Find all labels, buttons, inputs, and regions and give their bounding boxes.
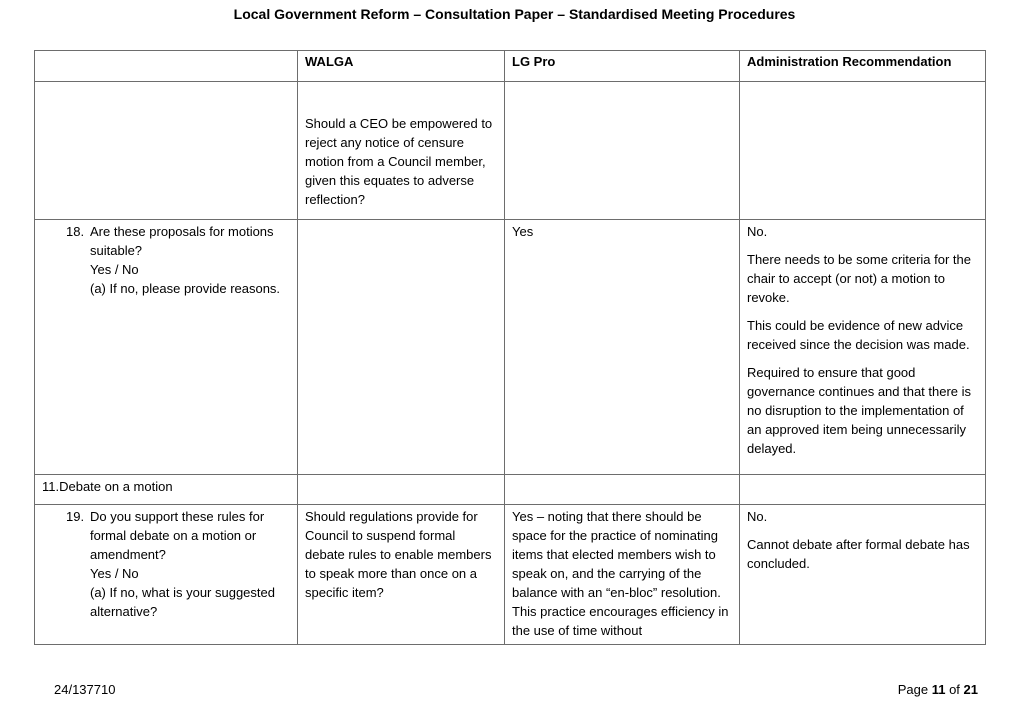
cell-lgpro: Yes – noting that there should be space for the practice of nominating items that elected members wish to speak on, and the carrying of the balance with an “en-bloc” resolution. This practice encourages efficiency in the use of time without (505, 505, 740, 645)
page-prefix: Page (897, 682, 929, 697)
table-header-row (35, 51, 986, 82)
cell-empty (740, 82, 986, 220)
question-sub: (a) If no, please provide reasons. (90, 281, 281, 296)
cell-walga (298, 82, 505, 220)
document-reference: 24/137710 (54, 682, 116, 697)
question-19 (42, 507, 291, 564)
admin-paragraph: There needs to be some criteria for the chair to accept (or not) a motion to revoke. (747, 252, 972, 305)
cell-lgpro: Yes (505, 220, 740, 475)
table-row-ceo (35, 82, 986, 220)
header-admin: Administration Recommendation (740, 51, 986, 82)
question-number: 19. (66, 509, 85, 524)
header-lgpro: LG Pro (505, 51, 740, 82)
cell-empty (505, 475, 740, 505)
cell-question (35, 505, 298, 645)
question-number: 18. (66, 224, 85, 239)
page-number (898, 682, 978, 698)
admin-paragraph: Required to ensure that good governance continues and that there is no disruption to the implementation of an approved item being unnecessarily delayed. (747, 365, 972, 456)
cell-admin (740, 220, 986, 475)
cell-empty (505, 82, 740, 220)
cell-empty (298, 475, 505, 505)
question-yes-no: Yes / No (90, 262, 139, 277)
header-walga: WALGA (298, 51, 505, 82)
cell-question (35, 220, 298, 475)
page-title: Local Government Reform – Consultation Paper – Standardised Meeting Procedures (233, 6, 796, 22)
admin-paragraph: No. (747, 509, 768, 524)
question-text: Are these proposals for motions suitable? (90, 224, 274, 258)
page-current: 11 (931, 682, 946, 697)
cell-empty (740, 475, 986, 505)
page-of: of (949, 682, 960, 697)
consultation-table (34, 50, 986, 645)
question-yes-no: Yes / No (90, 566, 139, 581)
table-row-19 (35, 505, 986, 645)
header-blank (35, 51, 298, 82)
cell-walga: Should regulations provide for Council to suspend formal debate rules to enable members to speak more than once on a specific item? (298, 505, 505, 645)
page-total: 21 (963, 682, 978, 697)
question-sub: (a) If no, what is your suggested alternative? (90, 585, 275, 619)
cell-empty (298, 220, 505, 475)
question-18 (42, 222, 291, 260)
question-text: Do you support these rules for formal debate on a motion or amendment? (90, 509, 265, 562)
section-heading: 11.Debate on a motion (35, 475, 298, 505)
admin-paragraph: No. (747, 224, 768, 239)
admin-paragraph: Cannot debate after formal debate has concluded. (747, 537, 970, 571)
cell-empty (35, 82, 298, 220)
admin-paragraph: This could be evidence of new advice received since the decision was made. (747, 318, 970, 352)
table-section-row (35, 475, 986, 505)
table-row-18 (35, 220, 986, 475)
cell-admin (740, 505, 986, 645)
walga-text: Should a CEO be empowered to reject any notice of censure motion from a Council member, given this equates to adverse reflection? (305, 116, 493, 207)
